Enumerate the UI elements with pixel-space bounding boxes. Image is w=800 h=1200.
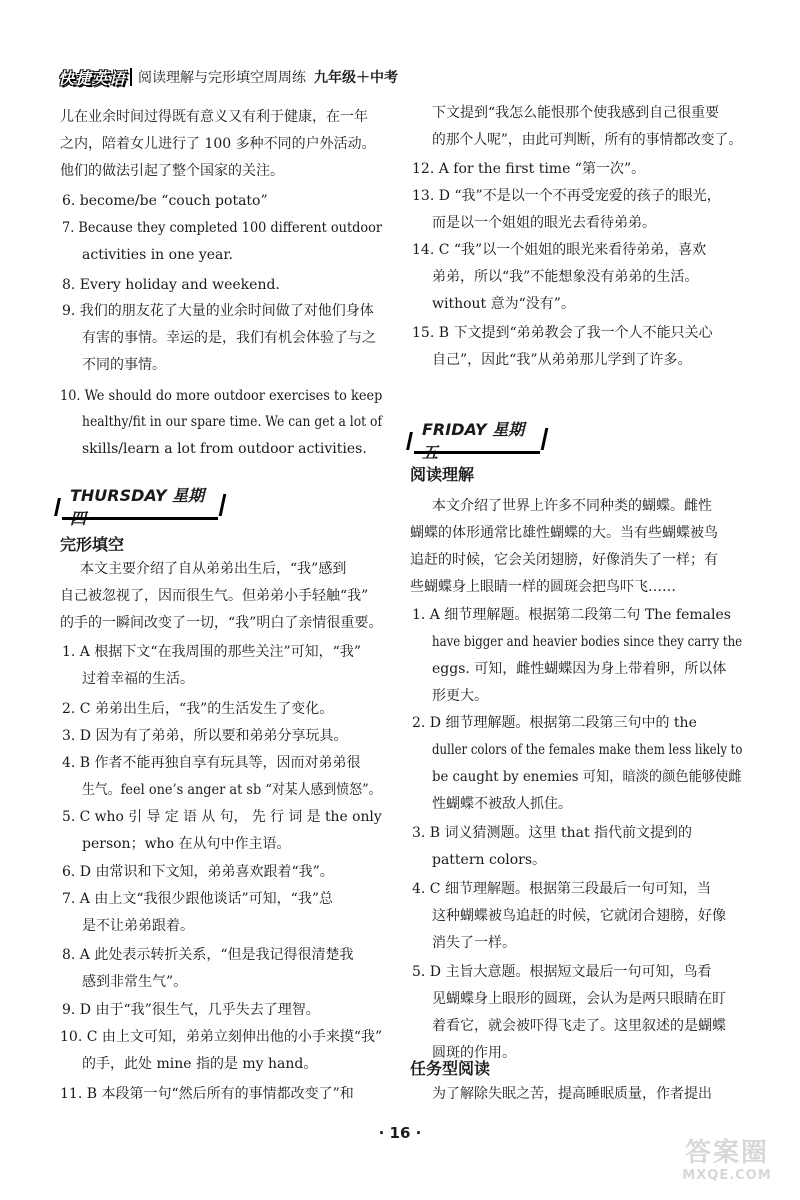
text-line: 感到非常生气”。 [82, 974, 188, 990]
text-line: 3. D 因为有了弟弟，所以要和弟弟分享玩具。 [62, 728, 348, 744]
text-line: 5. C who 引 导 定 语 从 句， 先 行 词 是 the only [62, 809, 382, 825]
banner-left-slash [54, 498, 61, 516]
text-line: 弟弟，所以“我”不能想象没有弟弟的生活。 [432, 269, 699, 285]
text-line: person；who 在从句中作主语。 [82, 836, 291, 852]
text-line: 下文提到“我怎么能恨那个使我感到自己很重要 [432, 105, 720, 121]
text-line: 1. A 根据下文“在我周围的那些关注”可知，“我” [62, 644, 361, 660]
text-line: 着看它，就会被吓得飞走了。这里叙述的是蝴蝶 [432, 1018, 726, 1034]
text-line: 4. B 作者不能再独自享有玩具等，因而对弟弟很 [62, 755, 361, 771]
text-line: 而是以一个姐姐的眼光去看待弟弟。 [432, 215, 656, 231]
text-line: 12. A for the first time “第一次”。 [412, 161, 646, 177]
header-subtitle: 阅读理解与完形填空周周练 [138, 70, 307, 86]
text-line: 形更大。 [432, 688, 488, 704]
friday-day-label: FRIDAY 星期 [422, 420, 525, 439]
text-line: eggs. 可知，雌性蝴蝶因为身上带着卵，所以体 [432, 661, 727, 677]
thursday-day-label: THURSDAY 星期 [70, 486, 205, 505]
friday-banner [414, 420, 540, 454]
text-line: 2. D 细节理解题。根据第二段第三句中的 the [412, 715, 697, 731]
text-line: 13. D “我”不是以一个不再受宠爱的孩子的眼光， [412, 188, 721, 204]
watermark-url: MXQE.COM [682, 1168, 772, 1183]
text-line: 有害的事情。幸运的是，我们有机会体验了与之 [82, 330, 376, 346]
text-line: 5. D 主旨大意题。根据短文最后一句可知，鸟看 [412, 964, 712, 980]
text-line: 生气。feel one’s anger at sb “对某人感到愤怒”。 [82, 782, 382, 798]
page-header [58, 66, 748, 88]
text-line: 消失了一样。 [432, 935, 516, 951]
text-line: 本文主要介绍了自从弟弟出生后，“我”感到 [80, 561, 347, 577]
section-heading-reading: 阅读理解 [410, 465, 475, 484]
text-line: 不同的事情。 [82, 357, 166, 373]
text-line: 为了解除失眠之苦，提高睡眠质量，作者提出 [432, 1086, 712, 1102]
banner-underline [62, 517, 218, 520]
text-line: healthy/fit in our spare time. We can get a lot of [82, 414, 383, 430]
text-line: 6. D 由常识和下文知，弟弟喜欢跟着“我”。 [62, 864, 334, 880]
section-heading-cloze: 完形填空 [60, 535, 125, 554]
text-line: 之内，陪着女儿进行了 100 多种不同的户外活动。 [60, 136, 376, 152]
text-line: be caught by enemies 可知，暗淡的颜色能够使雌 [432, 769, 742, 785]
header-divider [130, 68, 132, 86]
banner-underline [414, 451, 540, 454]
brand-logo: 快捷英语 [58, 68, 127, 88]
text-line: 7. A 由上文“我很少跟他谈话”可知，“我”总 [62, 891, 333, 907]
banner-left-slash [406, 432, 413, 450]
watermark [672, 1138, 782, 1192]
text-line: 自己”，因此“我”从弟弟那儿学到了许多。 [432, 352, 692, 368]
page-number: · 16 · [378, 1124, 422, 1142]
text-line: 的手，此处 mine 指的是 my hand。 [82, 1056, 318, 1072]
text-line: 3. B 词义猜测题。这里 that 指代前文提到的 [412, 825, 693, 841]
text-line: 9. 我们的朋友花了大量的业余时间做了对他们身体 [62, 303, 374, 319]
text-line: 15. B 下文提到“弟弟教会了我一个人不能只关心 [412, 325, 713, 341]
text-line: skills/learn a lot from outdoor activities. [82, 441, 367, 457]
text-line: 的那个人呢”，由此可判断，所有的事情都改变了。 [432, 132, 743, 148]
text-line: 圆斑的作用。 [432, 1045, 516, 1061]
text-line: duller colors of the females make them less likely to [432, 742, 743, 758]
text-line: 是不让弟弟跟着。 [82, 918, 194, 934]
watermark-text: 答案圈 [684, 1138, 769, 1168]
banner-right-slash [219, 494, 227, 516]
text-line: 10. We should do more outdoor exercises to keep [60, 388, 383, 404]
text-line: 2. C 弟弟出生后，“我”的生活发生了变化。 [62, 701, 334, 717]
text-line: 6. become/be “couch potato” [62, 193, 268, 209]
text-line: 这种蝴蝶被鸟追赶的时候，它就闭合翅膀，好像 [432, 908, 726, 924]
text-line: 9. D 由于“我”很生气，几乎失去了理智。 [62, 1002, 320, 1018]
text-line: 儿在业余时间过得既有意义又有利于健康，在一年 [60, 109, 368, 125]
text-line: 他们的做法引起了整个国家的关注。 [60, 163, 284, 179]
text-line: 过着幸福的生活。 [82, 671, 194, 687]
thursday-banner [62, 486, 218, 520]
section-heading-task-reading: 任务型阅读 [410, 1059, 491, 1078]
text-line: 的手的一瞬间改变了一切，“我”明白了亲情很重要。 [60, 615, 383, 631]
text-line: without 意为“没有”。 [432, 296, 575, 312]
text-line: 11. B 本段第一句“然后所有的事情都改变了”和 [60, 1086, 354, 1102]
banner-right-slash [541, 428, 549, 450]
text-line: 4. C 细节理解题。根据第三段最后一句可知，当 [412, 881, 711, 897]
text-line: 些蝴蝶身上眼睛一样的圆斑会把鸟吓飞…… [410, 579, 676, 595]
text-line: 8. A 此处表示转折关系，“但是我记得很清楚我 [62, 947, 354, 963]
text-line: activities in one year. [82, 247, 233, 263]
text-line: 自己被忽视了，因而很生气。但弟弟小手轻触“我” [60, 588, 369, 604]
text-line: have bigger and heavier bodies since they carry the [432, 634, 743, 650]
text-line: 蝴蝶的体形通常比雄性蝴蝶的大。当有些蝴蝶被鸟 [410, 525, 718, 541]
text-line: 8. Every holiday and weekend. [62, 277, 280, 293]
text-line: pattern colors。 [432, 852, 547, 868]
text-line: 10. C 由上文可知，弟弟立刻伸出他的小手来摸“我” [60, 1029, 383, 1045]
text-line: 性蝴蝶不被敌人抓住。 [432, 796, 572, 812]
text-line: 追赶的时候，它会关闭翅膀，好像消失了一样；有 [410, 552, 718, 568]
text-line: 7. Because they completed 100 different outdoor [62, 220, 383, 236]
text-line: 14. C “我”以一个姐姐的眼光来看待弟弟，喜欢 [412, 242, 707, 258]
text-line: 1. A 细节理解题。根据第二段第二句 The females [412, 607, 731, 623]
text-line: 见蝴蝶身上眼形的圆斑，会认为是两只眼睛在盯 [432, 991, 726, 1007]
text-line: 本文介绍了世界上许多不同种类的蝴蝶。雌性 [432, 498, 712, 514]
header-grade: 九年级＋中考 [314, 70, 399, 86]
